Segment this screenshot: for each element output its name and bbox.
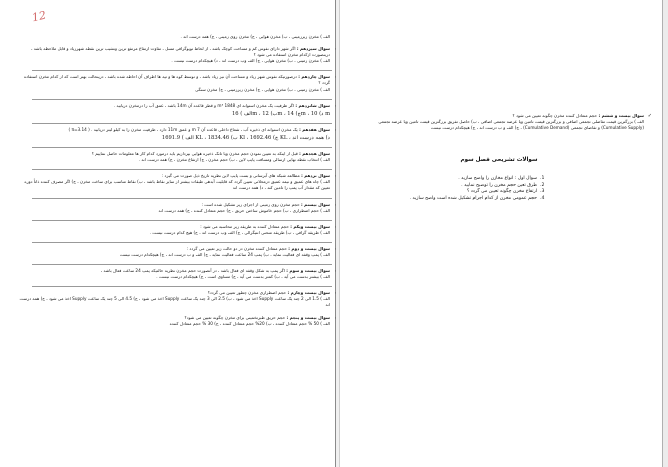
question-heading: سوال هجدهم : <box>299 151 330 157</box>
list-item <box>354 176 548 183</box>
question-heading: سوال شانزدهم : <box>295 102 330 108</box>
question-heading: سوال بیست و سوم : <box>286 268 330 274</box>
viewer-scroll-edge <box>662 0 668 467</box>
question-options: الف ) پمپ وقفه ای فعالیت نماید ، ب) پمپ 24 ساعت فعالیت نماید ، ج) الف و ب درست اند ، ج) هیچکدام درست نیست <box>119 251 330 257</box>
question-item <box>16 315 332 327</box>
question-item <box>16 103 332 117</box>
question-text: اگر ظرفیت یک مخزن استوانه ای 1848 m³ و قطر قاعده آن 14m باشد ، عمق آب را درمخزن دریابید . <box>113 102 295 108</box>
list-number: 2. <box>540 182 545 188</box>
question-heading: سوال سیزدهم : <box>296 46 330 52</box>
section-divider <box>32 264 332 265</box>
question-item <box>16 151 332 163</box>
section-divider <box>32 70 332 71</box>
section-divider <box>32 147 332 148</box>
question-item <box>16 290 332 308</box>
question-item <box>16 74 332 92</box>
question-heading: سوال بیستم : <box>301 201 330 207</box>
question-heading: سوال بیست و دوم : <box>288 245 330 251</box>
section-divider <box>32 123 332 124</box>
question-heading: سوال بیست ویکم : <box>290 223 330 229</box>
question-heading: سوال نزدهم : <box>301 173 330 179</box>
question-text: یک مخزن استوانه ای ذخیره آب ، شعاع داخلی قاعده آن 7 m و عمق 11m دارد ، ظرفیت مخزن را به کیلو لیتر دریابید . ( π=3.14 ) <box>68 126 298 132</box>
section-divider <box>32 99 332 100</box>
section-divider <box>32 242 332 243</box>
question-options: الف ) بیشتر بدست می آید ، ب) کمتر بدست می آید ، ج) مساوی است ، ج) هیچکدام درست نیست . <box>156 274 330 280</box>
question-options: الف ) 50 % حجم متعادل کننده ، ب) 20% حجم متعادل کننده ، ج) 30 % حجم متعادل کننده <box>169 320 330 326</box>
section-divider <box>32 198 332 199</box>
question-list <box>16 34 332 333</box>
list-item <box>354 189 548 196</box>
question-heading: سوال بیست و ششم : <box>598 113 644 118</box>
list-number: 1. <box>540 176 545 181</box>
essay-question-list <box>354 176 644 202</box>
list-item-text: سوال اول : انواع مخازن را واضح سازید . <box>458 176 537 181</box>
list-item <box>354 196 548 203</box>
section-divider <box>32 286 332 287</box>
section-divider <box>32 220 332 221</box>
question-item <box>16 34 332 40</box>
question-text: الف ) مخزن زیرزمینی ، ب) مخزن هوایی ، ج) مخزن روی زمینی ، ج) همه درست اند . <box>180 34 330 39</box>
question-options: الف ) انتخاب نقطه نهایی ارسالی ومسافت پایپ لاین ، ب) حجم مخزن ، ج) ارتفاع مخزن ، ج) همه درست اند . <box>138 157 330 163</box>
question-item <box>16 246 332 258</box>
list-number: 3. <box>540 189 545 195</box>
question-text: اگر پمپ به شکل وقفه ای فعال باشد ، در آنصورت حجم مخزن نظریه حالتیکه پمپ 24 ساعت فعال باشد ، <box>100 268 285 274</box>
question-text: مطالعه شبکه های آبرسانی و بست پایپ لاین نظریه تاریخ ذیل صورت می گیرد : <box>161 173 300 179</box>
list-item-text: حجم عمومی مخزن از کدام اجزام تشکیل شده است واضح سازید . <box>409 195 537 201</box>
question-options: الف ) طریقه گرافی ، ب) طریقه منحنی انتیگرالی ، ج) الف وب درست اند ، ج) هیچ کدام درست نیست . <box>149 229 330 235</box>
question-text: حجم متعادل کننده به طریقه زیر محاسبه می شود : <box>200 223 289 229</box>
question-text: حجم متعادل کننده مخزن در دو حالت زیر تعیین می گردد : <box>186 245 287 251</box>
question-item <box>16 127 332 141</box>
question-heading: سوال هفدهم : <box>299 126 330 132</box>
right-document-page <box>339 0 662 467</box>
question-item <box>16 46 332 64</box>
question-options: الف ) مخزن زمینی ، ب) مخزن هوایی ، ج) الف وب درست اند ، د) هیچکدام درست نیست . <box>171 58 330 64</box>
question-options: الف ) بزرگترین قیمت تفاضلی تجمعی اضافی و بزرگترین قیمت تامین ویا عرضه تجمعی اضافی ، ب) حاصل تفریق بزرگترین قیمت تامین ویا عرضه تجمعی (Cumulative Supply) و تقاضای تجمعی (Cumulative Demand) ، ج) الف و ب درست اند ، ج) هیچکدام درست نیست <box>378 119 644 131</box>
question-item <box>354 113 652 131</box>
section-divider <box>32 169 332 170</box>
left-document-page <box>6 0 336 467</box>
question-text: حجم مخزن روی زمینی از اجزای زیر تشکیل شده است : <box>201 201 300 207</box>
question-text: درصورتیکه نفوس شهر زیاد و مساحت آن نیز زیاد باشد ، و توسط کوه ها و تپه ها اطراف آن احاطه شده باشد ، درینحالت بهتر است که از کدام مخزن استفاده گردد ؟ <box>23 74 330 86</box>
question-text: حجم اضطراری مخزن چطور تعیین می گردد؟ <box>207 290 287 296</box>
question-options: الف ) 1691.9 KL ، ب) 1834.46 Kl ، ج) 1692.46 KL ، د) همه درست اند <box>161 134 330 141</box>
page-number: 12 <box>30 8 48 25</box>
question-options: الف ) حجم اضطراری ، ب) حجم خاموش ساختن حریق ، ج) حجم متعادل کننده ، ج) همه درست اند <box>158 207 330 213</box>
list-item-text: طرق تعین حجم مخزن را توضیح نمایید . <box>461 182 537 188</box>
question-heading: سوال بیست وچارم : <box>287 290 330 296</box>
question-text: حجم حریق طبرتخمینی برای مخزن چگونه تعیین می شود؟ <box>184 314 286 320</box>
section-title: سوالات تشریحی فصل سوم <box>460 157 538 163</box>
check-mark-icon: ✓ <box>647 113 652 119</box>
question-options: الف ) 16m ، ب) 12m ، ج) 14m ، د) 10 m <box>231 110 330 117</box>
question-item <box>16 224 332 236</box>
question-item <box>16 268 332 280</box>
question-text: قبل از اینکه به تعیین نمودن حجم مخزن ویا تانک ذخیره هوایی بپردازیم باید درمورد کدام کار ها معلومات حاصل نماییم ؟ <box>91 151 298 157</box>
question-options: الف ) 1.5 الی 2 چند یک ساعت Supply اخذ می شود ، ب) 2.5 الی 3 چند یک ساعت Supply اخذ می شود ، ج) 4.5 الی 5 چند یک ساعت Supply اخذ می شود ، ج) همه درست اند <box>19 296 330 308</box>
question-text: اگر شهر دارای نفوس کم و مساحت کوچک باشد ، از لحاظ توپوگرافی مسل ، تفاوت ارتفاع مرتفع ترین ونشیب ترین نقطه شهرزیاد و قابل ملاحظه باشد ، درینصورت ازکدام مخزن استفاده می شود ؟ <box>31 46 330 58</box>
list-number: 4. <box>540 195 545 201</box>
question-options: الف ) مخزن زمینی ، ب) مخزن هوایی ، ج) مخزن زیرزمینی ، ج) مخزن سنگی <box>195 86 330 92</box>
question-text: حجم متعادل کننده مخزن چگونه تعیین می شود ؟ <box>512 113 598 118</box>
question-heading: سوال چاردهم : <box>298 74 330 80</box>
question-heading: سوال بیست و پنجم : <box>286 314 330 320</box>
question-item <box>16 202 332 214</box>
question-item <box>16 173 332 191</box>
list-item-text: ارتفاع مخزن چگونه تعیین می گردد ؟ <box>466 189 537 195</box>
question-options: الف ) چاه های عمیق و نیمه عمیق درمحلاتی تعیین گردد که قابلیت آبدهی طبقات بیشتر از سایر نقاط باشد ، ب) نقاط مناسب برای ساخت مخزن ، ج) اگر مصرف کننده ذاتاً دوره تعیین که مقدار آب پمپ را تامین کند ، د) همه درست اند <box>24 179 330 191</box>
